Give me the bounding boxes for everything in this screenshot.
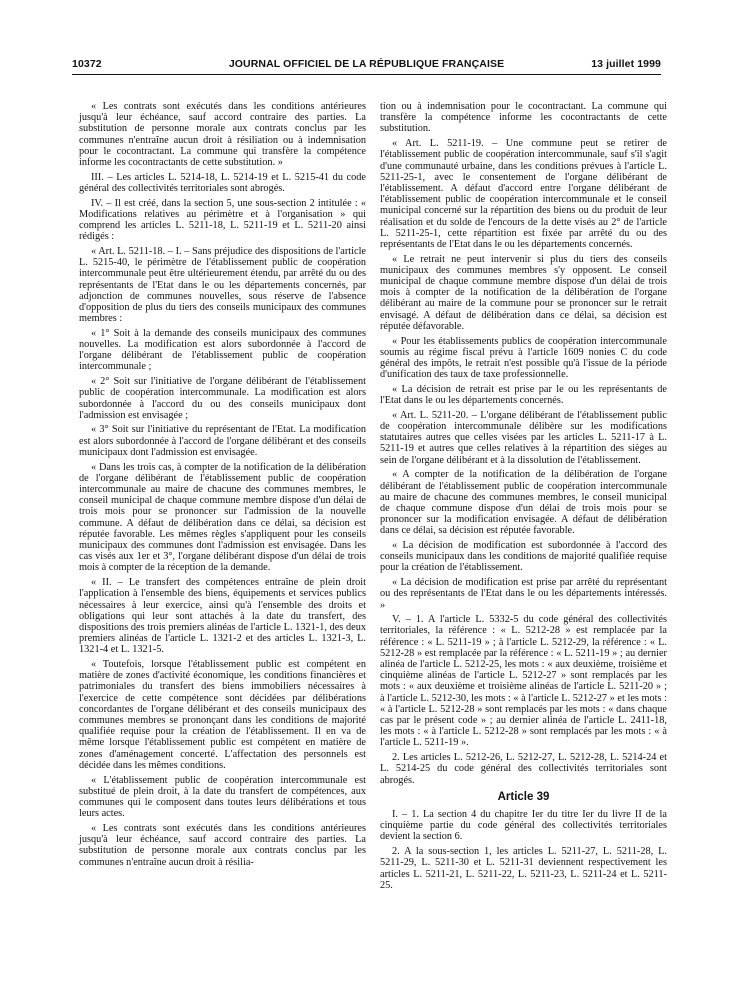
paragraph: « II. – Le transfert des compétences entraîne de plein droit l'application à l'ensemble des biens, équipements et services publics nécessaires à leur exercice, ainsi qu'à l'ensemble des droits et obligations qui leur sont attachés à la date du transfert, des dispositions des trois premiers alinéas de l'article L. 1321-1, des deux premiers alinéas de l'article L. 1321-2 et des articles L. 1321-3, L. 1321-4 et L. 1321-5. xyxy=(79,577,366,656)
paragraph: « 3° Soit sur l'initiative du représentant de l'Etat. La modification est alors subordonnée à l'accord de l'organe délibérant et des conseils municipaux dont l'admission est envisagée. xyxy=(79,424,366,458)
paragraph: 2. A la sous-section 1, les articles L. 5211-27, L. 5211-28, L. 5211-29, L. 5211-30 et L. 5211-31 deviennent respectivement les articles L. 5211-21, L. 5211-22, L. 5211-23, L. 5211-24 et L. 5211-25. xyxy=(380,846,667,891)
paragraph: « A compter de la notification de la délibération de l'organe délibérant de l'établissement public de coopération intercommunale au maire de chacune des communes membres, le conseil municipal de chaque commune dispose d'un délai de trois mois pour se prononcer sur la modification envisagée. A défaut de délibération dans ce délai, sa décision est réputée favorable. xyxy=(380,469,667,537)
paragraph: « Le retrait ne peut intervenir si plus du tiers des conseils municipaux des communes membres s'y opposent. Le conseil municipal de chaque commune membre dispose d'un délai de trois mois à compter de la notification de la délibération de l'organe délibérant au maire de la commune pour se prononcer sur le retrait envisagé. A défaut de délibération dans ce délai, sa décision est réputée défavorable. xyxy=(380,253,667,332)
paragraph: « Art. L. 5211-20. – L'organe délibérant de l'établissement public de coopération intercommunale délibère sur les modifications statutaires autres que celles visées par les articles L. 5211-17 à L. 5211-19 et autres que celles relatives à la répartition des sièges au sein de l'organe délibérant et à la dissolution de l'établissement. xyxy=(380,409,667,466)
paragraph: « Toutefois, lorsque l'établissement public est compétent en matière de zones d'activité économique, les conditions financières et patrimoniales du transfert des biens immobiliers nécessaires à l'exercice de cette compétence sont décidées par délibérations concordantes de l'organe délibérant et des conseils municipaux des communes membres se prononçant dans les conditions de majorité qualifiée requise pour la création de l'établissement. Il en va de même lorsque l'établissement public est compétent en matière de zones d'aménagement concerté. L'affectation des personnels est décidée dans les mêmes conditions. xyxy=(79,659,366,771)
paragraph: I. – 1. La section 4 du chapitre Ier du titre Ier du livre II de la cinquième partie du code général des collectivités territoriales devient la section 6. xyxy=(380,808,667,843)
paragraph: « Pour les établissements publics de coopération intercommunale soumis au régime fiscal prévu à l'article 1609 nonies C du code général des impôts, le retrait n'est possible qu'à l'issue de la période d'unification des taux de taxe professionnelle. xyxy=(380,335,667,381)
article-heading: Article 39 xyxy=(497,790,550,803)
paragraph: « Les contrats sont exécutés dans les conditions antérieures jusqu'à leur échéance, sauf accord contraire des parties. La substitution de personne morale aux contrats conclus par les communes n'entraîne aucun droit à résiliation ou à indemnisation pour le cocontractant. La commune qui transfère la compétence informe les cocontractants de cette substitution. » xyxy=(79,101,366,169)
paragraph: « 1° Soit à la demande des conseils municipaux des communes nouvelles. La modification est alors subordonnée à l'accord de l'organe délibérant de l'établissement public de coopération intercommunale ; xyxy=(79,327,366,373)
paragraph: IV. – Il est créé, dans la section 5, une sous-section 2 intitulée : « Modifications relatives au périmètre et à l'organisation » qui comprend les articles L. 5211-18, L. 5211-19 et L. 5211-20 ainsi rédigés : xyxy=(79,197,366,243)
paragraph: « 2° Soit sur l'initiative de l'organe délibérant de l'établissement public de coopération intercommunale. La modification est alors subordonnée à l'accord du ou des conseils municipaux dont l'admission est envisagée ; xyxy=(79,376,366,421)
issue-date: 13 juillet 1999 xyxy=(591,58,661,70)
paragraph: « La décision de modification est prise par arrêté du représentant ou des représentants de l'Etat dans le ou les départements intéressés. » xyxy=(380,577,667,611)
page-header xyxy=(72,58,661,74)
paragraph: III. – Les articles L. 5214-18, L. 5214-19 et L. 5215-41 du code général des collectivités territoriales sont abrogés. xyxy=(79,171,366,194)
paragraph: « Dans les trois cas, à compter de la notification de la délibération de l'organe délibérant de l'établissement public de coopération intercommunale au maire de chacune des communes membres, le conseil municipal de chaque commune membre dispose d'un délai de trois mois pour se prononcer sur l'admission de la nouvelle commune. A défaut de délibération dans ce délai, sa décision est réputée favorable. Les mêmes règles s'appliquent pour les conseils municipaux des communes dont l'admission est envisagée. Dans les cas visés aux 1er et 3°, l'organe délibérant dispose d'un délai de trois mois à compter de la réception de la demande. xyxy=(79,461,366,574)
paragraph: « La décision de modification est subordonnée à l'accord des conseils municipaux dans les conditions de majorité qualifiée requise pour la création de l'établissement. xyxy=(380,540,667,574)
paragraph: V. – 1. A l'article L. 5332-5 du code général des collectivités territoriales, la référence : « L. 5212-28 » est remplacée par la référence : « L. 5211-19 » ; à l'article L. 5212-29, la référence : « L. 5212-28 » est remplacée par la référence : « L. 5211-19 » ; au dernier alinéa de l'article L. 5212-25, les mots : « aux deuxième, troisième et cinquième alinéas de l'article L. 5212-27 » sont remplacés par les mots : « aux deuxième et troisième alinéas de l'article L. 5211-20 » ; à l'article L. 5212-30, les mots : « à l'article L. 5212-27 » et les mots : « à l'article L. 5212-28 » sont remplacés par les mots : « dans chaque cas par le présent code » ; au dernier alinéa de l'article L. 2411-18, les mots : « à l'article L. 5212-28 » sont remplacés par les mots : « à l'article L. 5211-19 ». xyxy=(380,614,667,749)
header-rule xyxy=(72,74,661,75)
journal-title: JOURNAL OFFICIEL DE LA RÉPUBLIQUE FRANÇAISE xyxy=(228,58,505,70)
left-column xyxy=(79,101,366,871)
paragraph: « L'établissement public de coopération intercommunale est substitué de plein droit, à la date du transfert de compétences, aux communes qui le composent dans toutes leurs délibérations et tous leurs actes. xyxy=(79,774,366,820)
paragraph: « Art. L. 5211-18. – I. – Sans préjudice des dispositions de l'article L. 5215-40, le périmètre de l'établissement public de coopération intercommunale peut être ultérieurement étendu, par arrêté du ou des représentants de l'Etat dans le ou les départements concernés, par adjonction de communes nouvelles, sous réserve de l'absence d'opposition de plus du tiers des conseils municipaux des communes membres : xyxy=(79,245,366,325)
paragraph: 2. Les articles L. 5212-26, L. 5212-27, L. 5212-28, L. 5214-24 et L. 5214-25 du code général des collectivités territoriales sont abrogés. xyxy=(380,752,667,786)
paragraph: « Art. L. 5211-19. – Une commune peut se retirer de l'établissement public de coopération intercommunale, sauf s'il s'agit d'une communauté urbaine, dans les conditions prévues à l'article L. 5211-25-1, avec le consentement de l'organe délibérant de l'établissement. A défaut d'accord entre l'organe délibérant de l'établissement public de coopération intercommunale et le conseil municipal concerné sur la répartition des biens ou du produit de leur réalisation et du solde de l'encours de la dette visés au 2° de l'article L. 5211-25-1, cette répartition est fixée par arrêté du ou des représentants de l'Etat dans le ou les départements concernés. xyxy=(380,138,667,250)
page-number: 10372 xyxy=(72,58,102,70)
paragraph: tion ou à indemnisation pour le cocontractant. La commune qui transfère la compétence informe les cocontractants de cette substitution. xyxy=(380,101,667,135)
paragraph: « La décision de retrait est prise par le ou les représentants de l'Etat dans le ou les départements concernés. xyxy=(380,383,667,407)
right-column xyxy=(380,101,667,894)
paragraph: « Les contrats sont exécutés dans les conditions antérieures jusqu'à leur échéance, sauf accord contraire des parties. La substitution de personne morale aux contrats conclus par les communes n'entraîne aucun droit à résilia- xyxy=(79,822,366,868)
